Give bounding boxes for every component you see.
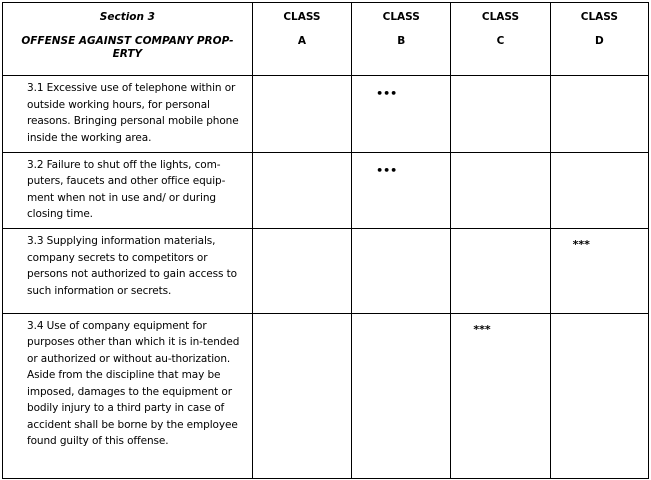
offense-text: 3.4 Use of company equipment for purposes other than which it is in-tended or authorized or without au-thorization. Aside from the discipline that may be imposed, damages to the equipment or bodily injury to a third party in case of accident shall be borne by the employee found guilty of this offense. — [27, 319, 240, 448]
offense-text: 3.1 Excessive use of telephone within or outside working hours, for personal reasons. Bringing personal mobile phone inside the working area. — [27, 82, 239, 144]
table-row — [3, 313, 649, 478]
offense-text: 3.2 Failure to shut off the lights, com-puters, faucets and other office equip-ment when not in use and/ or during closing time. — [27, 158, 226, 221]
class-c-letter: C — [496, 35, 505, 47]
offense-cell — [3, 229, 253, 314]
class-b-cell — [352, 152, 451, 228]
table-row — [3, 76, 649, 152]
class-a-cell — [252, 313, 351, 478]
class-c-header — [451, 3, 550, 76]
table-header-row — [3, 3, 649, 76]
section-subtitle: OFFENSE AGAINST COMPANY PROP- ERTY — [21, 35, 234, 60]
section-header-cell — [3, 3, 253, 76]
class-c-cell — [451, 313, 550, 478]
class-a-letter: A — [297, 35, 306, 47]
class-b-cell — [352, 229, 451, 314]
class-d-word: CLASS — [580, 11, 618, 23]
offense-class-table — [2, 2, 649, 479]
offense-mark: ••• — [376, 87, 398, 101]
class-a-cell — [252, 152, 351, 228]
offense-cell — [3, 152, 253, 228]
offense-mark: ••• — [376, 163, 398, 177]
class-d-cell — [550, 229, 648, 314]
class-b-word: CLASS — [382, 11, 420, 23]
offense-cell — [3, 76, 253, 152]
offense-text: 3.3 Supplying information materials, company secrets to competitors or persons not authorized to gain access to such information or secrets. — [27, 235, 237, 297]
class-c-cell — [451, 152, 550, 228]
class-b-header — [352, 3, 451, 76]
class-d-cell — [550, 313, 648, 478]
class-a-cell — [252, 76, 351, 152]
section-title: Section 3 — [99, 11, 155, 23]
class-c-cell — [451, 76, 550, 152]
class-a-cell — [252, 229, 351, 314]
class-c-word: CLASS — [481, 11, 520, 23]
offense-mark: *** — [572, 238, 590, 252]
class-d-letter: D — [594, 35, 604, 47]
class-b-cell — [352, 76, 451, 152]
class-a-header — [252, 3, 351, 76]
class-d-header — [550, 3, 648, 76]
class-c-cell — [451, 229, 550, 314]
class-d-cell — [550, 76, 648, 152]
offense-mark: *** — [473, 322, 491, 336]
class-a-word: CLASS — [283, 11, 321, 23]
class-b-letter: B — [397, 35, 406, 47]
class-b-cell — [352, 313, 451, 478]
class-d-cell — [550, 152, 648, 228]
table-row — [3, 229, 649, 314]
offense-cell — [3, 313, 253, 478]
table-row — [3, 152, 649, 228]
